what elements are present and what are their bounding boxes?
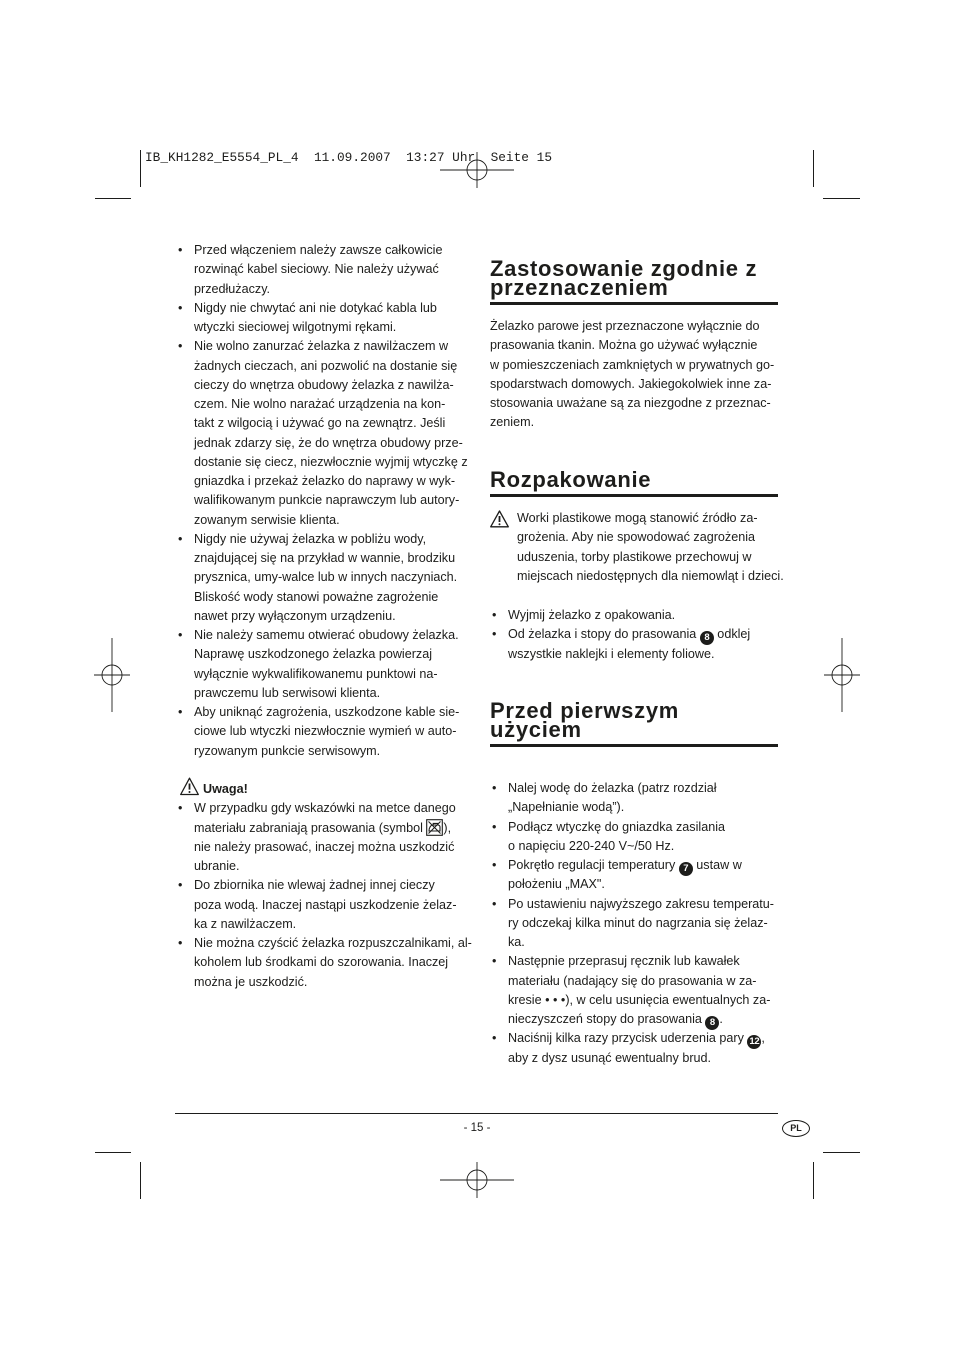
bullet-item <box>490 625 778 664</box>
text-line: stosowania uważane są za niezgodne z przeznac- <box>490 396 771 410</box>
text-line: zowanym serwisie klienta. <box>194 512 340 527</box>
text-line: „Napełnianie wodą”). <box>508 800 625 815</box>
unpacking-steps-list <box>490 606 778 664</box>
text-line: rozwinąć kabel sieciowy. Nie należy używać <box>194 262 439 277</box>
text-segment: Od żelazka i stopy do prasowania <box>508 627 700 642</box>
text-line: prysznica, umy-walce lub w innych naczyniach. <box>194 570 458 585</box>
bullet-item <box>176 934 476 992</box>
text-line: czem. Nie wolno narażać urządzenia na kon- <box>194 397 446 411</box>
safety-instructions-list <box>176 241 476 761</box>
text-line: materiału (nadający się do prasowania w za- <box>508 973 757 988</box>
text-line: Worki plastikowe mogą stanowić źródło za- <box>517 511 758 525</box>
text-line <box>508 1029 778 1048</box>
registration-mark-left <box>94 638 130 712</box>
text-line: ka. <box>508 935 525 949</box>
registration-mark-bottom <box>440 1162 514 1198</box>
text-line: cieczy do wnętrza obudowy żelazka z nawilża- <box>194 377 454 392</box>
text-line: Naprawę uszkodzonego żelazka powierzaj <box>194 647 433 662</box>
text-line: ry odczekaj kilka minut do nagrzania się żelaz- <box>508 915 768 930</box>
text-line: kresie • • •), w celu usunięcia ewentualnych za- <box>508 992 771 1007</box>
text-line: • Nie wolno zanurzać żelazka z nawilżaczem w <box>194 339 449 354</box>
heading-line: Rozpakowanie <box>490 467 652 492</box>
text-line: • Nie można czyścić żelazka rozpuszczalnikami, al- <box>194 936 472 950</box>
bullet-item <box>490 818 778 857</box>
text-line: • Wyjmij żelazko z opakowania. <box>508 608 676 622</box>
part-number-badge: 7 <box>679 862 693 876</box>
first-use-steps-list <box>490 779 778 1068</box>
crop-mark-bottom-left-horizontal <box>95 1152 131 1153</box>
text-line: wszystkie naklejki i elementy foliowe. <box>508 646 715 661</box>
part-number-badge: 8 <box>705 1016 719 1030</box>
crop-mark-top-right-horizontal <box>823 198 860 199</box>
text-line: Żelazko parowe jest przeznaczone wyłącznie do <box>490 319 760 333</box>
bullet-item <box>490 606 778 625</box>
text-line: nie należy prasować, inaczej można uszkodzić <box>194 839 455 854</box>
text-line: spodarstwach domowych. Jakiegokolwiek inne za- <box>490 376 772 391</box>
caution-title: Uwaga! <box>203 782 248 796</box>
text-segment: nieczyszczeń stopy do prasowania <box>508 1012 706 1026</box>
part-number-badge: 8 <box>700 631 714 645</box>
text-line: prawczemu lub serwisowi klienta. <box>194 685 381 700</box>
text-line: wyłącznie wykwalifikowanemu punktowi na- <box>194 666 438 681</box>
text-line: • Nigdy nie używaj żelazka w pobliżu wody, <box>194 531 427 546</box>
no-ironing-icon <box>426 819 443 836</box>
caution-heading <box>176 780 476 799</box>
text-line: o napięciu 220-240 V~/50 Hz. <box>508 838 675 853</box>
warning-triangle-icon <box>490 510 509 528</box>
text-line: aby z dysz usunąć ewentualny brud. <box>508 1050 712 1065</box>
bullet-item <box>176 530 476 626</box>
text-line: ka z nawilżaczem. <box>194 916 297 931</box>
heading-line: użyciem <box>490 717 582 742</box>
text-line: • Nalej wodę do żelazka (patrz rozdział <box>508 781 717 795</box>
text-line: • Aby uniknąć zagrożenia, uszkodzone kable sie- <box>194 705 460 719</box>
text-segment: odklej <box>713 627 751 642</box>
crop-mark-bottom-right-vertical <box>813 1162 814 1199</box>
bullet-item <box>176 241 476 299</box>
text-line: przedłużaczy. <box>194 281 271 296</box>
text-segment: Pokrętło regulacji temperatury <box>508 858 679 872</box>
left-column <box>176 241 476 992</box>
text-line <box>508 1010 778 1029</box>
bullet-item <box>490 895 778 953</box>
section-heading-before-first-use <box>490 698 778 742</box>
bullet-item <box>176 703 476 761</box>
footer-rule <box>175 1113 778 1114</box>
text-line: • Nigdy nie chwytać ani nie dotykać kabla lub <box>194 300 437 315</box>
text-line: Bliskość wody stanowi poważne zagrożenie <box>194 589 439 604</box>
heading-rule <box>490 302 778 305</box>
text-line <box>194 819 476 838</box>
page-number: - 15 - <box>463 1122 491 1134</box>
bullet-item <box>176 876 476 934</box>
text-line: takt z wilgocią i używać go na zewnątrz. Jeśli <box>194 416 446 431</box>
text-line <box>508 856 778 875</box>
text-line: znajdującej się na przykład w wannie, brodziku <box>194 551 456 565</box>
text-segment: ustaw w <box>692 858 742 872</box>
crop-mark-bottom-right-horizontal <box>823 1152 860 1153</box>
text-line: można je uszkodzić. <box>194 974 308 989</box>
bullet-item <box>176 799 476 876</box>
part-number-badge: 12 <box>747 1035 761 1049</box>
text-line: miejscach niedostępnych dla niemowląt i dzieci. <box>517 568 784 583</box>
intended-use-paragraph <box>490 317 778 433</box>
text-line: • Nie należy samemu otwierać obudowy żelazka. <box>194 628 459 642</box>
text-line: zeniem. <box>490 415 535 430</box>
text-line: położeniu „MAX". <box>508 877 605 892</box>
section-heading-intended-use <box>490 256 778 300</box>
text-line: dostanie się ciecz, niezwłocznie wyjmij wtyczkę z <box>194 454 468 469</box>
heading-line: Zastosowanie zgodnie z <box>490 256 758 281</box>
warning-text <box>517 509 784 586</box>
text-line: poza wodą. Inaczej nastąpi uszkodzenie żelaz- <box>194 897 457 912</box>
text-line: ubranie. <box>194 859 240 873</box>
text-line: żadnych cieczach, ani pozwolić na dostanie się <box>194 358 458 373</box>
text-line: gniazdka i przekaż żelazko do naprawy w wyk- <box>194 474 456 488</box>
bullet-item <box>176 626 476 703</box>
text-line <box>508 625 778 644</box>
crop-mark-top-left-horizontal <box>95 198 131 199</box>
text-line: nawet przy wyłączonym urządzeniu. <box>194 608 396 623</box>
print-slug: IB_KH1282_E5554_PL_4 11.09.2007 13:27 Uhr Seite 15 <box>145 150 553 165</box>
section-heading-unpacking <box>490 467 778 492</box>
text-line: • Do zbiornika nie wlewaj żadnej innej cieczy <box>194 878 435 893</box>
text-segment: ), <box>443 820 452 835</box>
bullet-item <box>490 856 778 895</box>
text-line: grożenia. Aby nie spowodować zagrożenia <box>517 530 756 545</box>
crop-mark-top-right-vertical <box>813 150 814 187</box>
text-line: • Przed włączeniem należy zawsze całkowicie <box>194 243 443 257</box>
caution-list <box>176 799 476 992</box>
text-line: • Następnie przeprasuj ręcznik lub kawałek <box>508 954 740 969</box>
heading-line: przeznaczeniem <box>490 275 669 300</box>
heading-rule <box>490 494 778 497</box>
bullet-item <box>490 1029 778 1068</box>
text-segment: . <box>719 1012 723 1026</box>
bullet-item <box>490 952 778 1029</box>
heading-line: Przed pierwszym <box>490 698 680 723</box>
bullet-item <box>176 337 476 530</box>
text-segment: , <box>761 1031 765 1046</box>
text-line: uduszenia, torby plastikowe przechowuj w <box>517 549 752 564</box>
bullet-item <box>490 779 778 818</box>
suffocation-warning <box>490 509 784 586</box>
text-line: • Podłącz wtyczkę do gniazdka zasilania <box>508 819 726 834</box>
text-line: jednak zdarzy się, że do wnętrza obudowy prze- <box>194 435 463 450</box>
text-segment: Naciśnij kilka razy przycisk uderzenia pary <box>508 1031 748 1046</box>
text-line: ciowe lub wtyczki niezwłocznie wymień w auto- <box>194 724 457 739</box>
text-line: walifikowanym punkcie naprawczym lub autory- <box>194 493 460 508</box>
text-line: koholem lub środkami do szorowania. Inaczej <box>194 955 449 970</box>
registration-mark-right <box>824 638 860 712</box>
text-segment: materiału zabraniają prasowania (symbol <box>194 820 427 835</box>
text-line: • W przypadku gdy wskazówki na metce danego <box>194 801 456 816</box>
text-line: prasowania tkanin. Można go używać wyłącznie <box>490 338 758 353</box>
language-badge: PL <box>782 1120 810 1137</box>
crop-mark-top-left-vertical <box>140 150 141 187</box>
crop-mark-bottom-left-vertical <box>140 1162 141 1199</box>
heading-rule <box>490 744 778 747</box>
text-line: wtyczki sieciowej wilgotnymi rękami. <box>194 320 397 334</box>
bullet-item <box>176 299 476 338</box>
warning-triangle-icon <box>180 777 199 796</box>
registration-mark-top <box>440 152 514 188</box>
text-line: • Po ustawieniu najwyższego zakresu temperatu- <box>508 896 774 911</box>
text-line: ryzowanym punkcie serwisowym. <box>194 743 381 758</box>
text-line: w pomieszczeniach zamkniętych w prywatnych go- <box>490 357 775 372</box>
